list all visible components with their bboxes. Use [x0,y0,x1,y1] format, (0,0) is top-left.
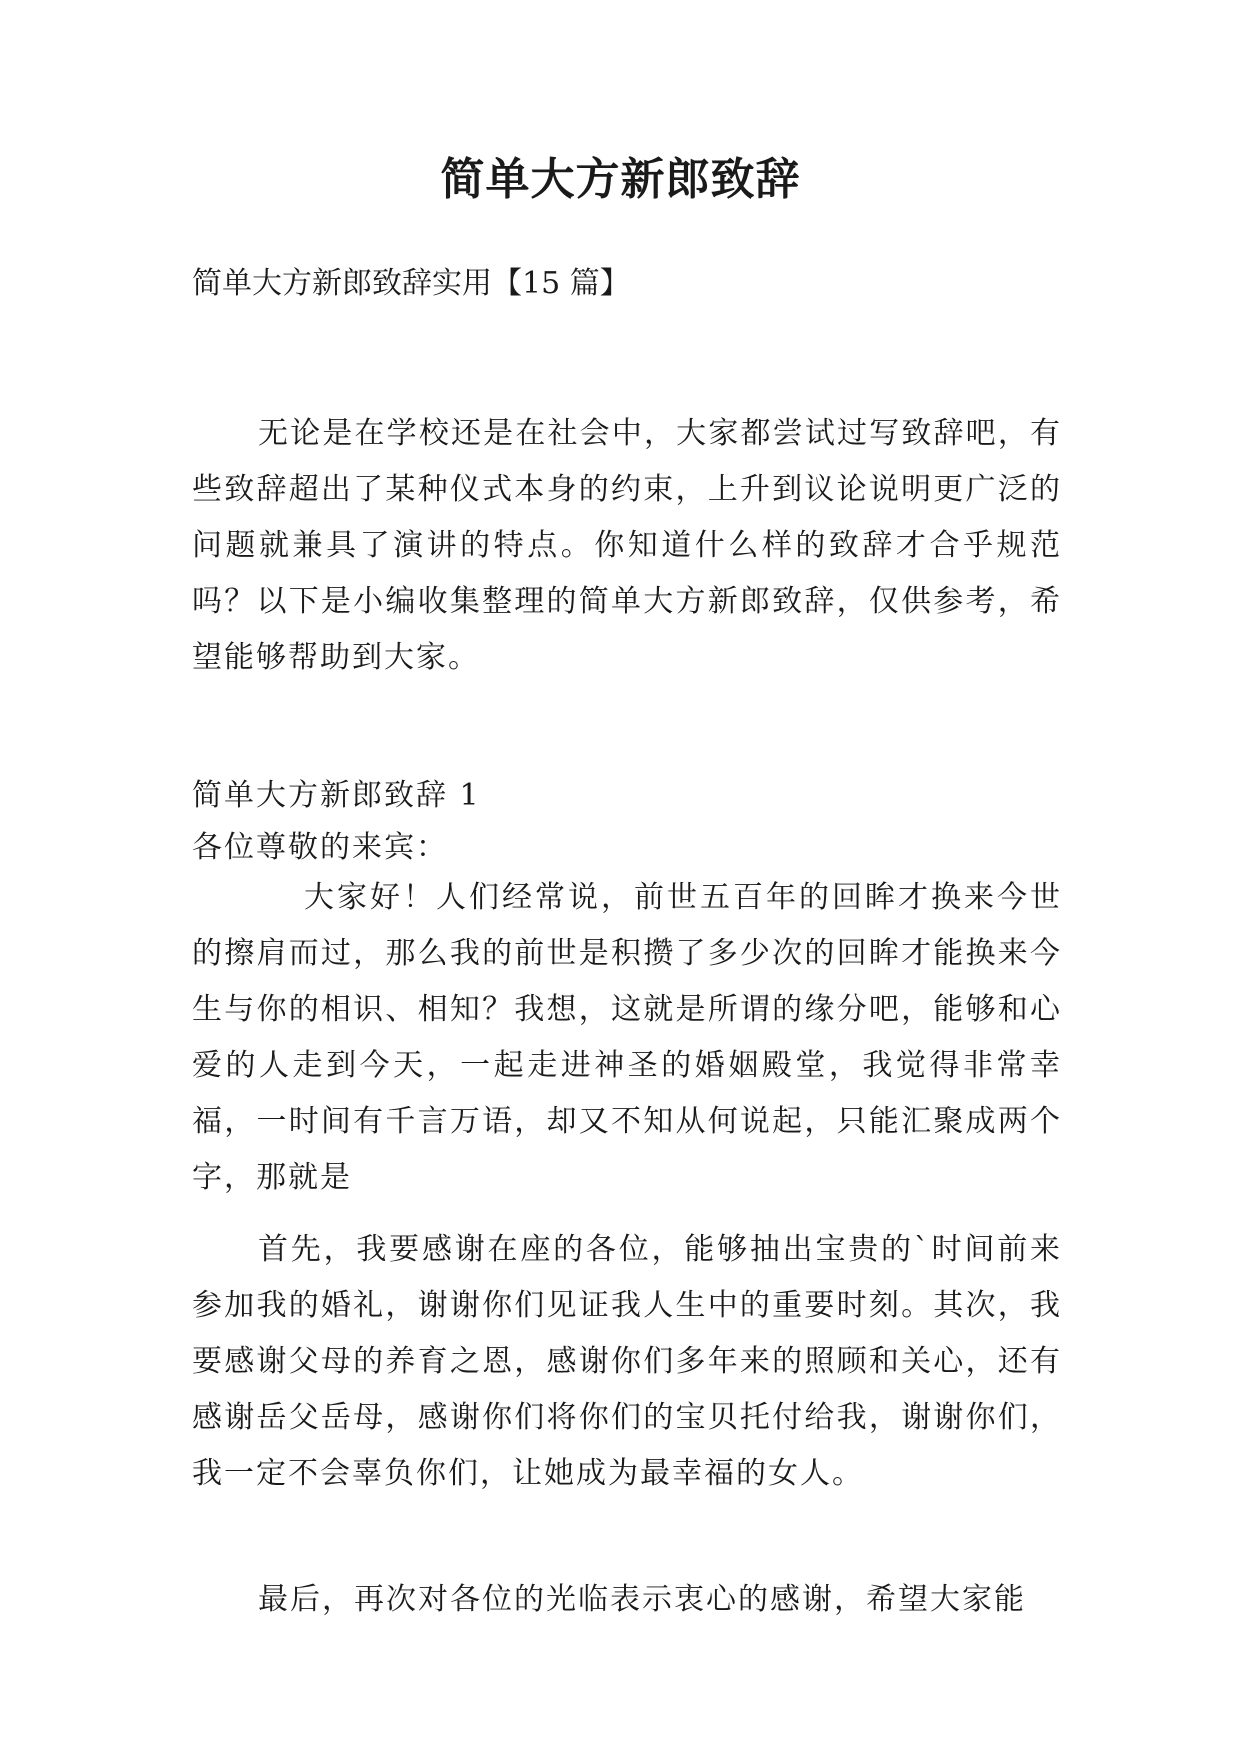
body-paragraph-1: 大家好！人们经常说，前世五百年的回眸才换来今世的擦肩而过，那么我的前世是积攒了多少次的回眸才能换来今生与你的相识、相知？我想，这就是所谓的缘分吧，能够和心爱的人走到今天，一起走进神圣的婚姻殿堂，我觉得非常幸福，一时间有千言万语，却又不知从何说起，只能汇聚成两个字，那就是 [192,880,1062,1195]
section-heading: 简单大方新郎致辞 1 [192,778,481,813]
body-paragraph-2: 首先，我要感谢在座的各位，能够抽出宝贵的`时间前来参加我的婚礼，谢谢你们见证我人生中的重要时刻。其次，我要感谢父母的养育之恩，感谢你们多年来的照顾和关心，还有感谢岳父岳母，感谢你们将你们的宝贝托付给我，谢谢你们，我一定不会辜负你们，让她成为最幸福的女人。 [192,1232,1062,1491]
body-paragraph-3: 最后，再次对各位的光临表示衷心的感谢，希望大家能 [258,1582,1026,1617]
salutation: 各位尊敬的来宾： [192,830,448,865]
document-title: 简单大方新郎致辞 [440,154,801,205]
document-subtitle: 简单大方新郎致辞实用【15 篇】 [192,266,630,301]
intro-paragraph: 无论是在学校还是在社会中，大家都尝试过写致辞吧，有些致辞超出了某种仪式本身的约束，上升到议论说明更广泛的问题就兼具了演讲的特点。你知道什么样的致辞才合乎规范吗？以下是小编收集整理的简单大方新郎致辞，仅供参考，希望能够帮助到大家。 [192,416,1062,675]
